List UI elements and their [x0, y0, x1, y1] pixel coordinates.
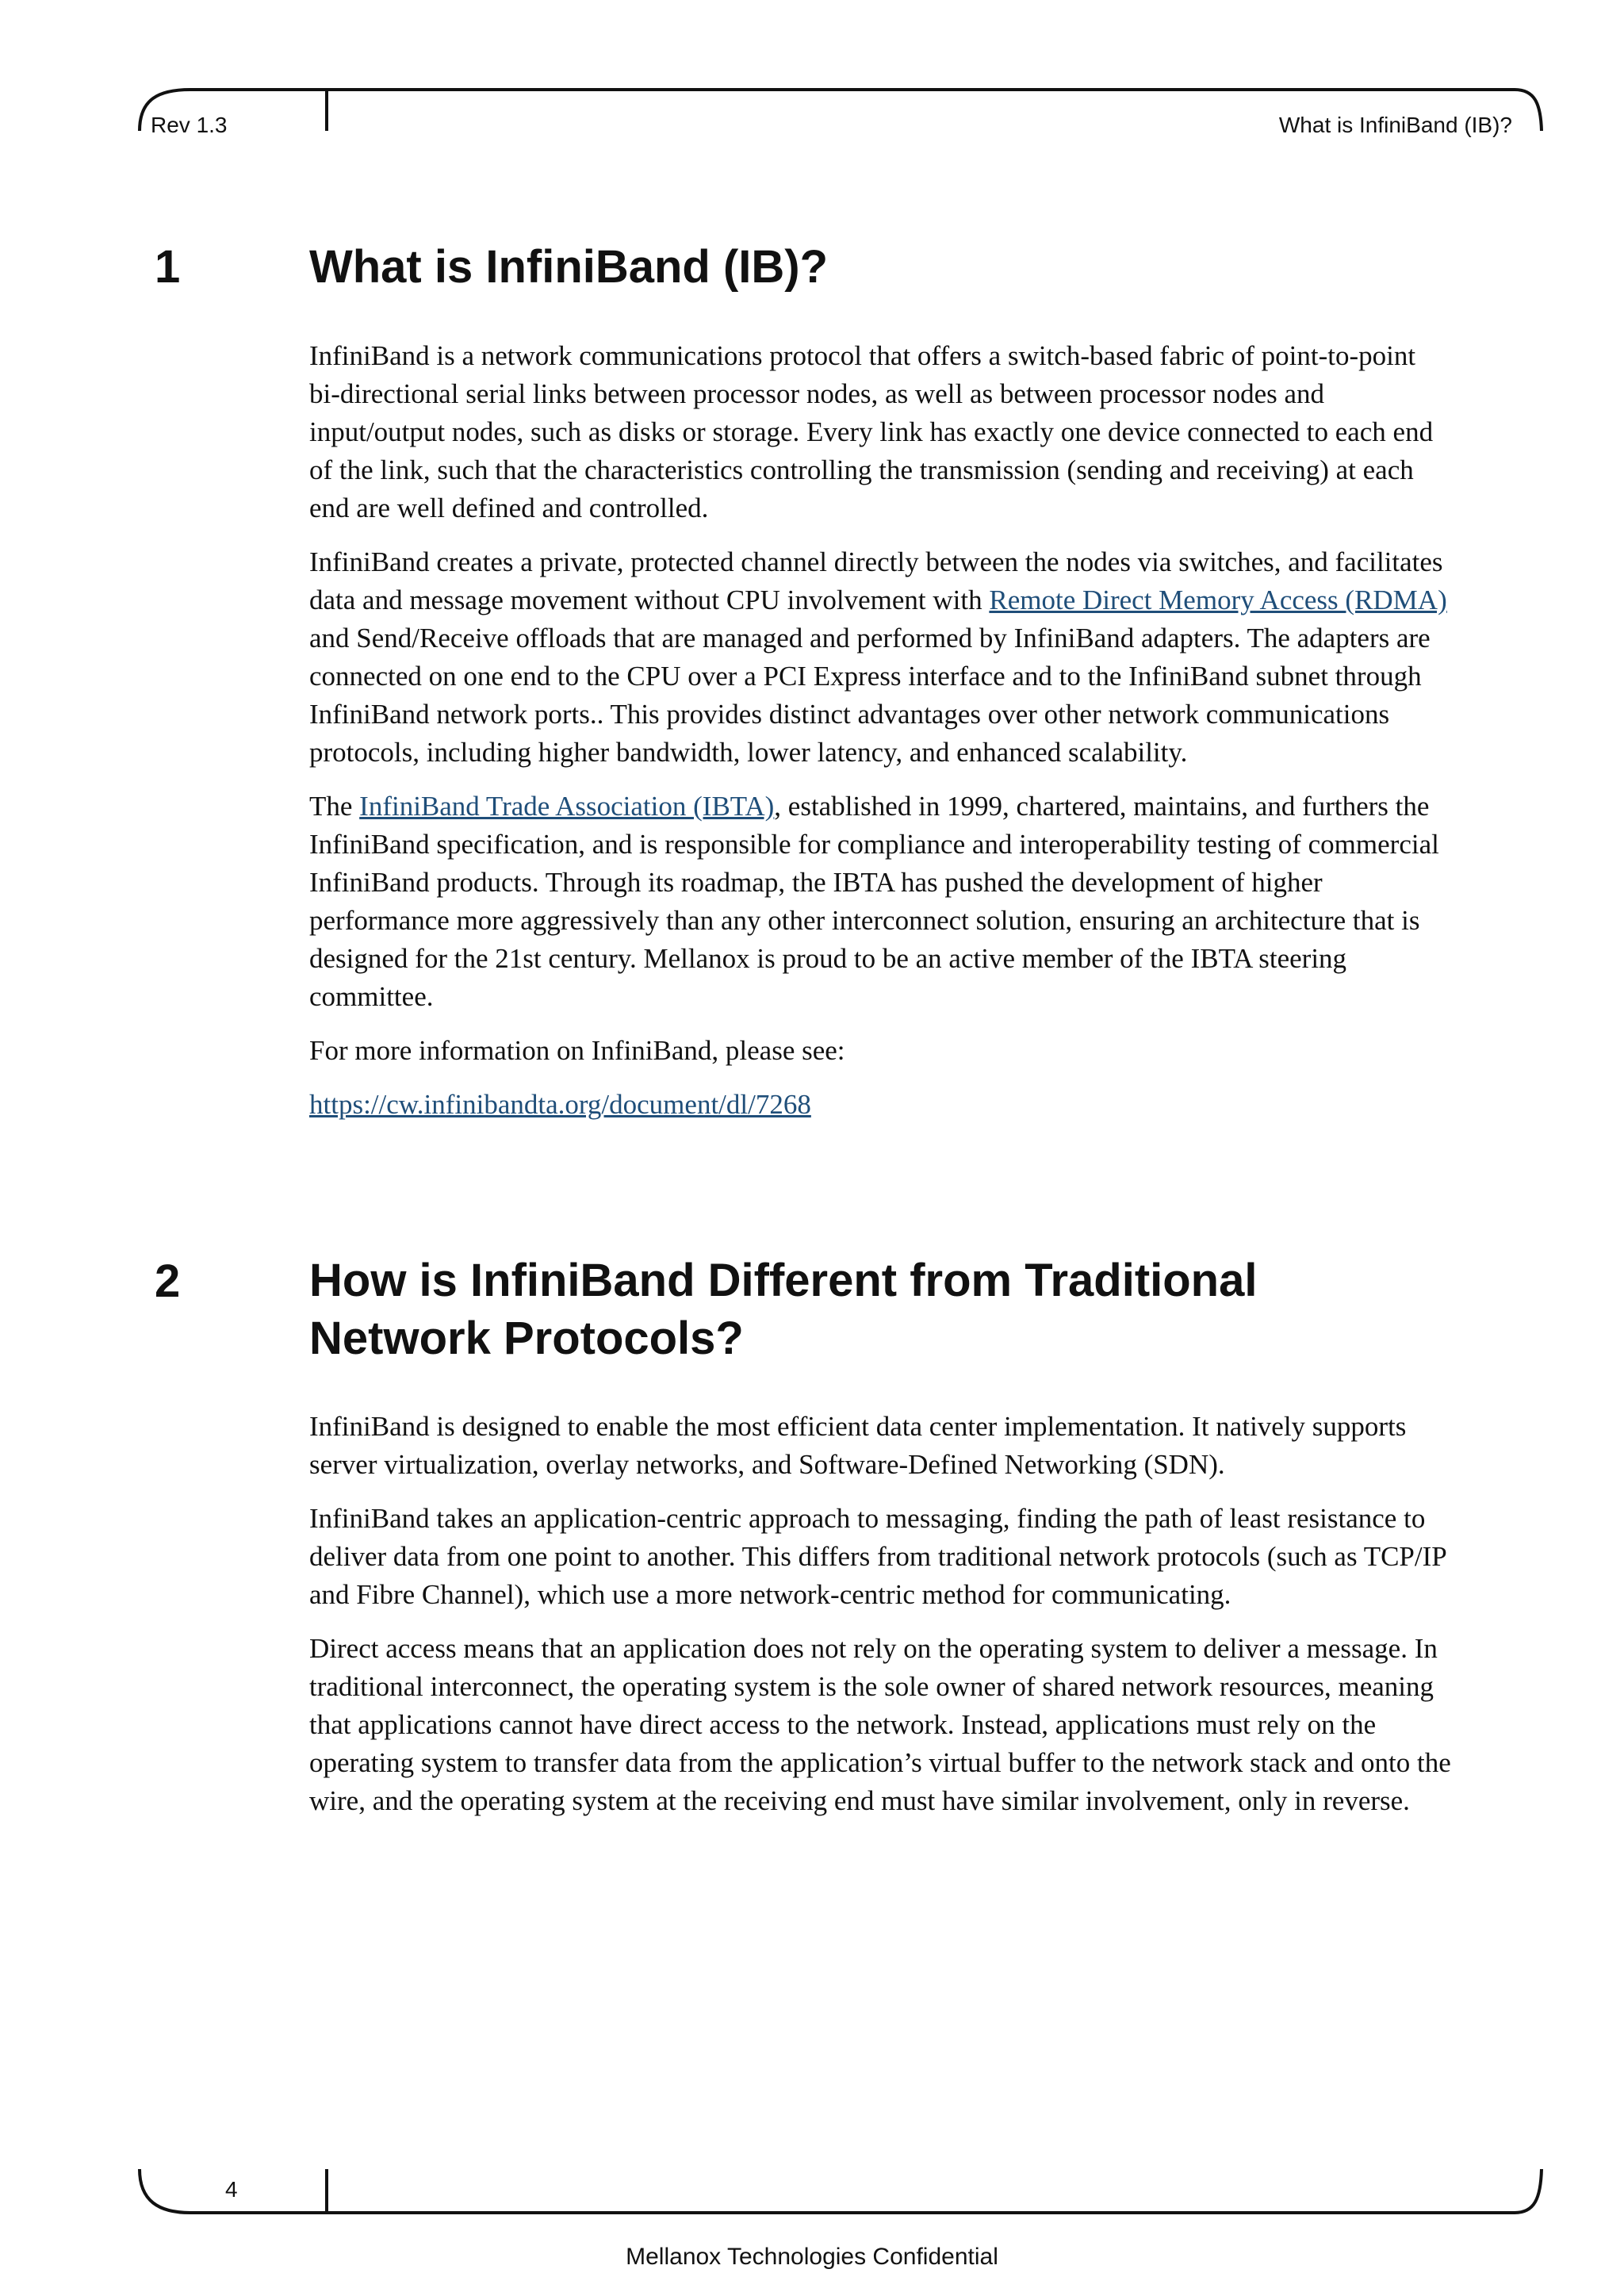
section-1-number: 1: [155, 241, 181, 293]
ibta-link[interactable]: InfiniBand Trade Association (IBTA): [359, 791, 775, 822]
section-2-title: [309, 1251, 1499, 1367]
revision-label: Rev 1.3: [151, 113, 228, 137]
paragraph: [309, 1086, 1451, 1124]
paragraph: For more information on InfiniBand, please see:: [309, 1035, 845, 1066]
footer-rule: [140, 2169, 1542, 2213]
confidential-notice: Mellanox Technologies Confidential: [626, 2244, 998, 2270]
paragraph: InfiniBand takes an application-centric approach to messaging, finding the path of least resistance to deliver data from one point to another. This differs from traditional network protocols (such as TCP/IP and Fibre Channel), which use a more network-centric method for communicating.: [309, 1503, 1446, 1610]
paragraph-text: The: [309, 791, 360, 822]
section-2-title-line: How is InfiniBand Different from Traditional: [309, 1255, 1258, 1306]
rdma-link[interactable]: Remote Direct Memory Access (RDMA): [989, 585, 1447, 615]
paragraph-text: , established in 1999, chartered, maintains, and furthers the InfiniBand specification, and is responsible for compliance and interoperability testing of commercial InfiniBand products. Through its roadmap, the IBTA has pushed the development of higher performance more aggressively than any other interconnect solution, ensuring an architecture that is designed for the 21st century. Mellanox is proud to be an active member of the IBTA steering committee.: [309, 791, 1439, 1012]
section-2-body: [309, 1408, 1451, 1836]
section-2-title-line: Network Protocols?: [309, 1313, 744, 1364]
infiniband-doc-link[interactable]: https://cw.infinibandta.org/document/dl/7268: [309, 1089, 811, 1120]
paragraph: Direct access means that an application does not rely on the operating system to deliver a message. In traditional interconnect, the operating system is the sole owner of shared network resources, meaning that applications cannot have direct access to the network. Instead, applications must rely on the operating system to transfer data from the application’s virtual buffer to the network stack and onto the wire, and the operating system at the receiving end must have similar involvement, only in reverse.: [309, 1633, 1451, 1816]
paragraph-text: and Send/Receive offloads that are managed and performed by InfiniBand adapters. The adapters are connected on one end to the CPU over a PCI Express interface and to the InfiniBand subnet through InfiniBand network ports.. This provides distinct advantages over other network communications protocols, including higher bandwidth, lower latency, and enhanced scalability.: [309, 623, 1431, 768]
paragraph: InfiniBand is a network communications protocol that offers a switch-based fabric of point-to-point bi-directional serial links between processor nodes, as well as between processor nodes and input/output nodes, such as disks or storage. Every link has exactly one device connected to each end of the link, such that the characteristics controlling the transmission (sending and receiving) at each end are well defined and controlled.: [309, 340, 1434, 523]
paragraph: [309, 543, 1451, 772]
paragraph: [309, 788, 1451, 1016]
section-2-number: 2: [155, 1255, 181, 1307]
section-1-body: [309, 337, 1451, 1140]
section-1-title: What is InfiniBand (IB)?: [309, 241, 829, 293]
paragraph-text: InfiniBand creates a private, protected channel directly between the nodes via switches, and facilitates data and message movement without CPU involvement with: [309, 546, 1443, 615]
page-number: 4: [225, 2177, 238, 2202]
running-header-title: What is InfiniBand (IB)?: [1278, 113, 1512, 137]
paragraph: InfiniBand is designed to enable the most efficient data center implementation. It natively supports server virtualization, overlay networks, and Software-Defined Networking (SDN).: [309, 1411, 1407, 1480]
